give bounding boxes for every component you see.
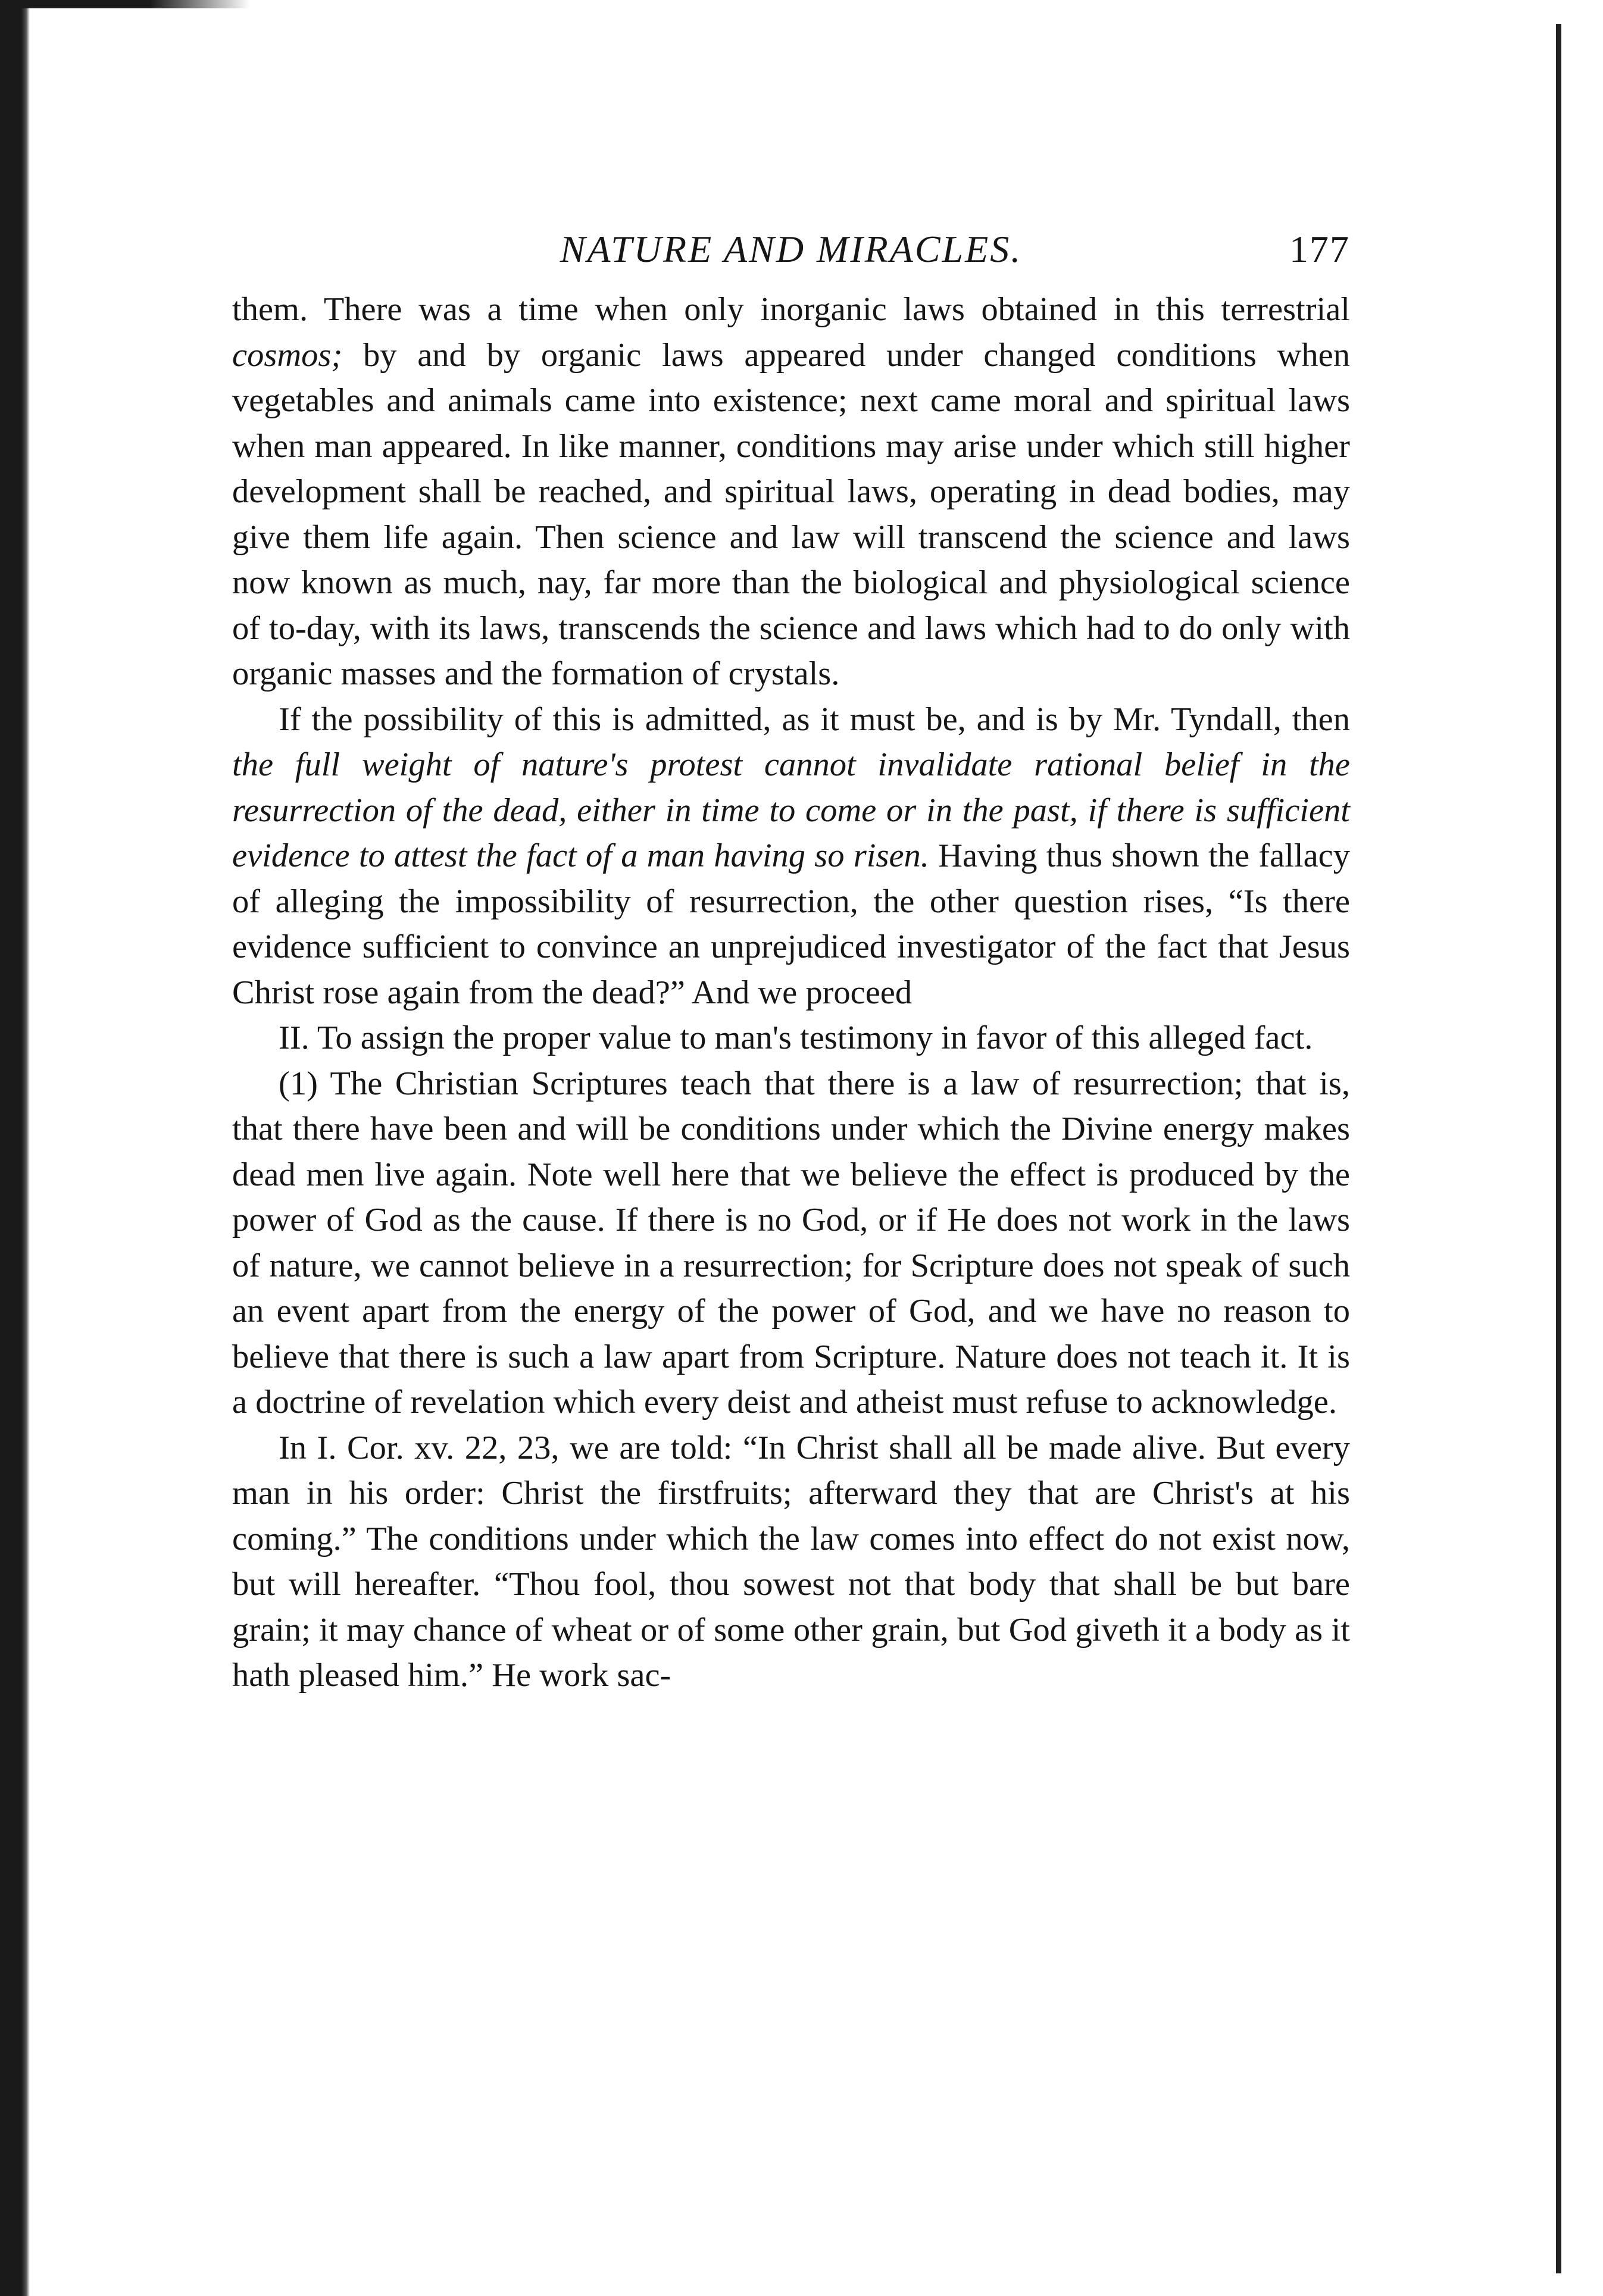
body-text (232, 287, 1350, 1698)
scan-top-edge (0, 0, 250, 8)
italic-text: cosmos; (232, 336, 343, 374)
text-segment: II. To assign the proper value to man's testimony in favor of this alleged fact. (279, 1019, 1313, 1056)
page-header (232, 221, 1350, 287)
paragraph (232, 1015, 1350, 1061)
paragraph (232, 287, 1350, 697)
running-title: NATURE AND MIRACLES. (560, 228, 1023, 270)
text-segment: In I. Cor. xv. 22, 23, we are told: “In Christ shall all be made alive. But every man in his order: Christ the firstfruits; afterward they that are Christ's at his coming.” The conditions under which the law comes into effect do not exist now, but will hereafter. “Thou fool, thou sowest not that body that shall be but bare grain; it may chance of wheat or of some other grain, but God giveth it a body as it hath pleased him.” He work sac- (232, 1429, 1350, 1694)
book-page (232, 221, 1350, 1698)
scan-right-edge (1556, 24, 1561, 2273)
scan-binding-edge (0, 0, 30, 2296)
text-segment: If the possibility of this is admitted, as it must be, and is by Mr. Tyndall, then (279, 700, 1350, 738)
paragraph (232, 697, 1350, 1016)
page-number: 177 (1289, 228, 1350, 270)
text-segment: them. There was a time when only inorganic laws obtained in this terrestrial (232, 291, 1350, 328)
text-segment: by and by organic laws appeared under changed conditions when vegetables and animals came into existence; next came moral and spiritual laws when man appeared. In like manner, conditions may arise under which still higher development shall be reached, and spiritual laws, operating in dead bodies, may give them life again. Then science and law will transcend the science and laws now known as much, nay, far more than the biological and physiological science of to-day, with its laws, transcends the science and laws which had to do only with organic masses and the formation of crystals. (232, 336, 1350, 692)
text-segment: Having thus shown the fallacy of alleging the impossibility of resurrection, the other question rises, “Is there evidence sufficient to convince an unprejudiced investigator of the fact that Jesus Christ rose again from the dead?” And we proceed (232, 837, 1350, 1011)
paragraph (232, 1425, 1350, 1698)
text-segment: (1) The Christian Scriptures teach that there is a law of resurrection; that is, that there have been and will be conditions under which the Divine energy makes dead men live again. Note well here that we believe the effect is produced by the power of God as the cause. If there is no God, or if He does not work in the laws of nature, we cannot believe in a resurrection; for Scripture does not speak of such an event apart from the energy of the power of God, and we have no reason to believe that there is such a law apart from Scripture. Nature does not teach it. It is a doctrine of revelation which every deist and atheist must refuse to acknowledge. (232, 1065, 1350, 1421)
italic-text: the full weight of nature's protest cannot invalidate rational belief in the resurrection of the dead, either in time to come or in the past, if there is sufficient evidence to attest the fact of a man having so risen. (232, 746, 1350, 874)
paragraph (232, 1061, 1350, 1425)
